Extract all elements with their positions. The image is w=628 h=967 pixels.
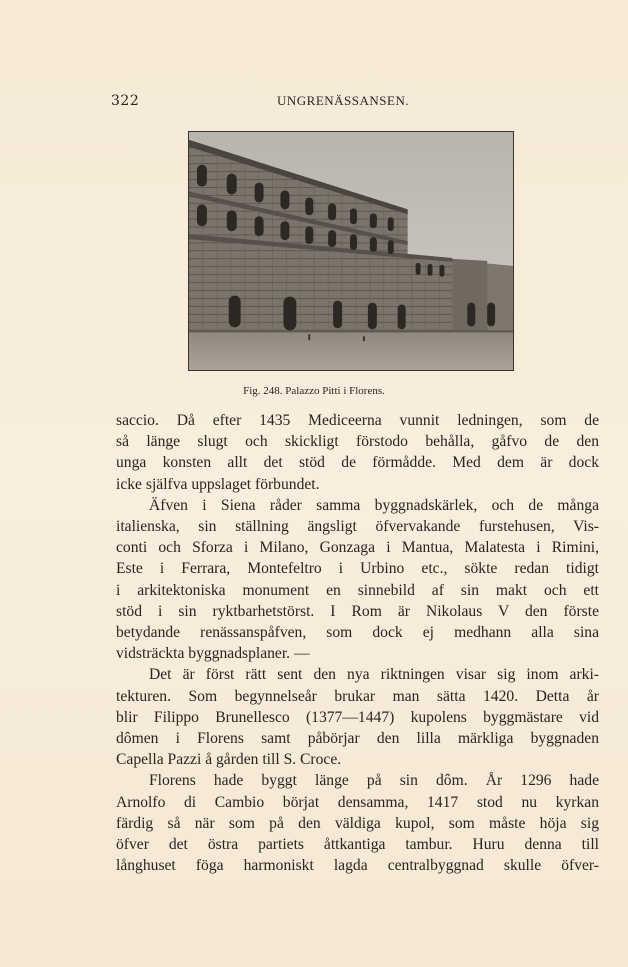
text-line: Det är först rätt sent den nya riktningen visar sig inom arki- (149, 666, 599, 684)
text-line: saccio. Då efter 1435 Mediceerna vunnit ledningen, som de (116, 412, 599, 429)
text-line: så länge slugt och skickligt förstodo behålla, gåfvo de den (116, 433, 599, 451)
text-line: långhuset föga harmoniskt lagda centralbyggnad skulle öfver- (116, 857, 599, 875)
palazzo-pitti-photograph (188, 131, 514, 371)
page-number: 322 (111, 93, 140, 109)
text-line: Arnolfo di Cambio börjat densamma, 1417 stod nu kyrkan (116, 793, 599, 811)
body-text (116, 410, 599, 876)
text-line: dômen i Florens samt påbörjar den lilla märkliga byggnaden (116, 730, 599, 748)
text-line: icke själfva uppslaget förbundet. (116, 475, 320, 493)
text-line: Florens hade byggt länge på sin dôm. År 1296 hade (149, 772, 599, 790)
text-line: blir Filippo Brunellesco (1377—1447) kupolens byggmästare vid (116, 708, 599, 726)
text-line: conti och Sforza i Milano, Gonzaga i Mantua, Malatesta i Rimini, (116, 539, 599, 557)
text-line: Äfven i Siena råder samma byggnadskärlek, och de många (149, 496, 599, 514)
text-line: tekturen. Som begynnelseår brukar man sätta 1420. Detta år (116, 687, 599, 705)
text-line: Este i Ferrara, Montefeltro i Urbino etc., sökte redan tidigt (116, 560, 599, 578)
text-line: unga konsten allt det stöd de förmådde. Med dem är dock (116, 454, 599, 472)
figure-caption: Fig. 248. Palazzo Pitti i Florens. (243, 385, 385, 397)
piazza-ground (189, 330, 513, 370)
palazzo-photo-drawing (189, 132, 513, 370)
running-title: UNGRENÄSSANSEN. (277, 93, 410, 108)
text-line: italienska, sin ställning ängsligt öfvervakande furstehusen, Vis- (116, 518, 599, 536)
text-line: stöd i sin ryktbarhetstörst. I Rom är Nikolaus V den förste (116, 602, 599, 620)
text-line: färdig så när som på den väldiga kupol, som måste höja sig (116, 814, 599, 832)
text-line: Capella Pazzi å gården till S. Croce. (116, 751, 342, 769)
text-line: i arkitektoniska monument en sinnebild af sin makt och ett (116, 581, 599, 599)
text-line: vidsträckta byggnadsplaner. — (116, 645, 310, 663)
text-line: betydande renässanspåfven, som dock ej medhann alla sina (116, 624, 599, 642)
text-line: öfver det östra partiets åttkantiga tambur. Huru denna till (116, 836, 599, 854)
